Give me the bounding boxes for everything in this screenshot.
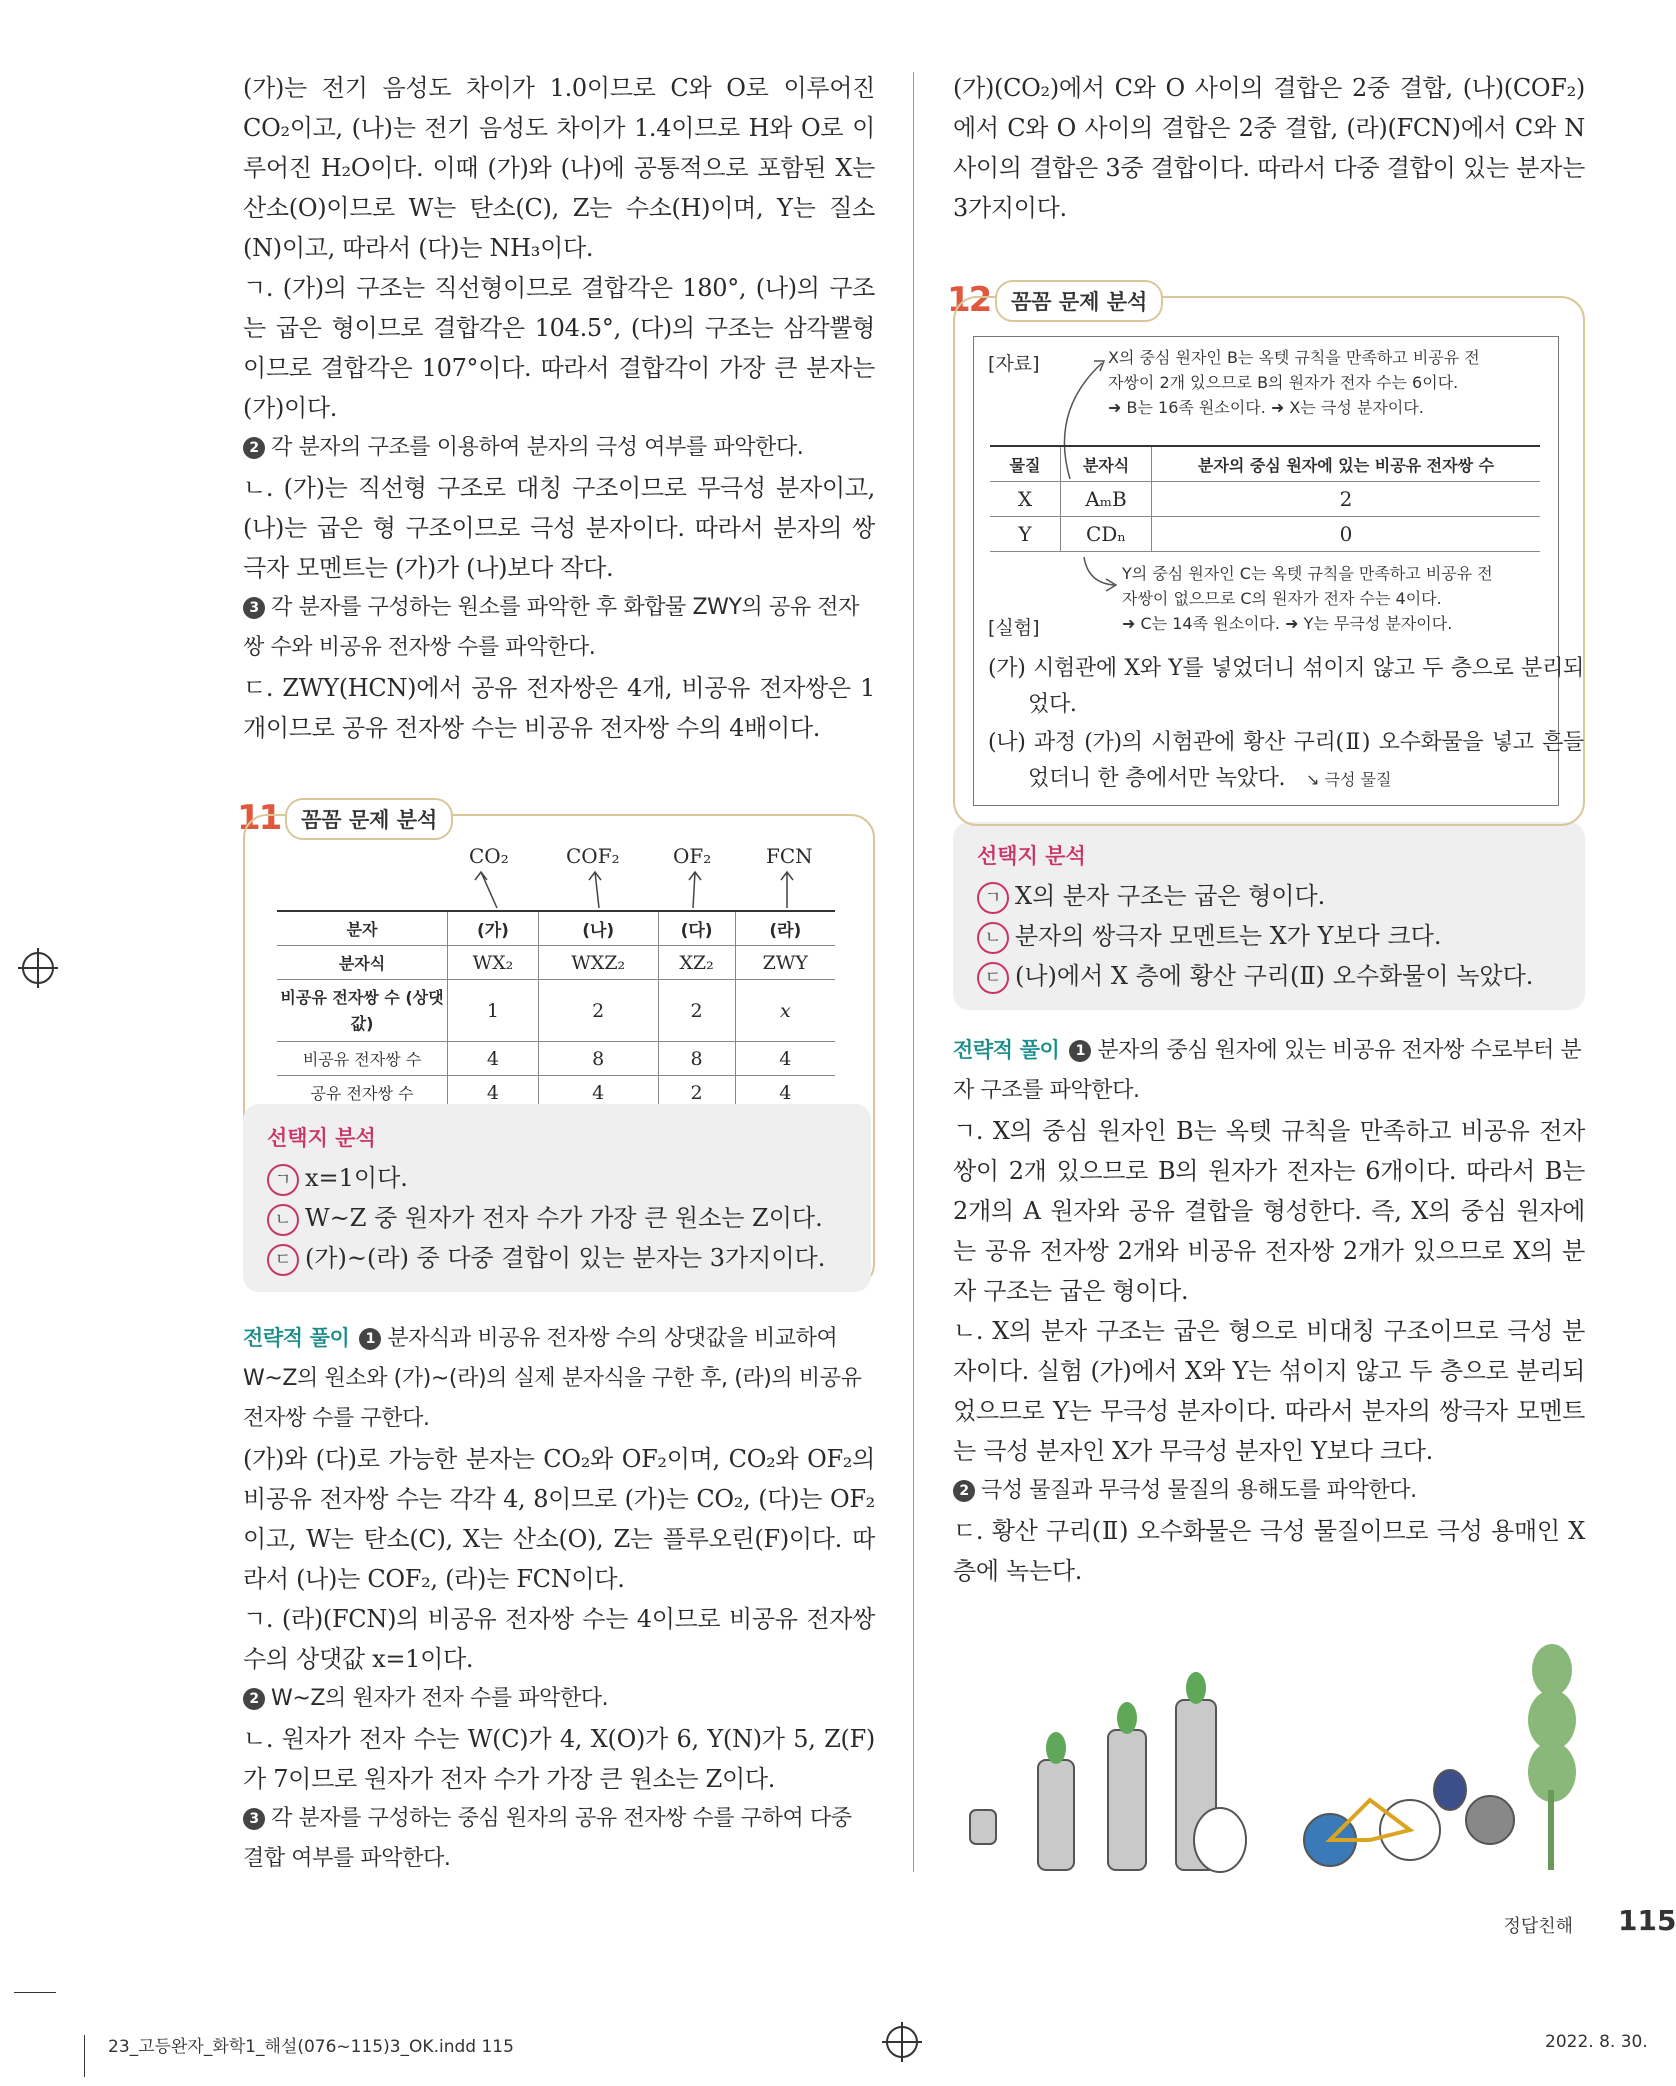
choice-item: ㄴ 분자의 쌍극자 모멘트는 X가 Y보다 크다. bbox=[977, 916, 1561, 956]
choice-mark: ㄴ bbox=[267, 1204, 299, 1236]
decorative-illustration bbox=[950, 1640, 1590, 1870]
experiment-step: (가) 시험관에 X와 Y를 넣었더니 섞이지 않고 두 층으로 분리되었다. bbox=[988, 656, 1584, 717]
answer-paragraph: ㄱ. (라)(FCN)의 비공유 전자쌍 수는 4이므로 비공유 전자쌍 수의 상댓값 x=1이다. bbox=[243, 1605, 875, 1673]
strategy-step: 3 각 분자를 구성하는 중심 원자의 공유 전자쌍 수를 구하여 다중 결합 여부를 파악한다. bbox=[243, 1806, 852, 1871]
experiment-step: (나) 과정 (가)의 시험관에 황산 구리(Ⅱ) 오수화물을 넣고 흔들었더니 한 층에서만 녹았다. bbox=[988, 730, 1584, 791]
molecule-label: COF₂ bbox=[566, 844, 620, 868]
choice-mark: ㄱ bbox=[977, 882, 1009, 914]
substance-table: 물질 분자식 분자의 중심 원자에 있는 비공유 전자쌍 수 X AₘB 2 Y CDₙ 0 bbox=[990, 445, 1540, 552]
note-x: X의 중심 원자인 B는 옥텟 규칙을 만족하고 비공유 전 자쌍이 2개 있으므로 B의 원자가 전자 수는 6이다. ➜ B는 16족 원소이다. ➜ X는 극성 분자이다. bbox=[1108, 348, 1480, 417]
molecule-label: FCN bbox=[766, 844, 813, 868]
answer-paragraph: ㄷ. 황산 구리(Ⅱ) 오수화물은 극성 물질이므로 극성 용매인 X 층에 녹는다. bbox=[953, 1517, 1585, 1585]
file-info: 23_고등완자_화학1_해설(076~115)3_OK.indd 115 bbox=[108, 2037, 514, 2057]
molecule-table: 분자 (가) (나) (다) (라) 분자식 WX₂ WXZ₂ XZ₂ ZWY 비공유 전자쌍 수 (상댓값) 1 2 2 x 비공유 전자쌍 수 4 8 8 4 공유 전자쌍 수 4 4 2 4 bbox=[277, 910, 835, 1110]
page-number: 115 bbox=[1618, 1904, 1676, 1937]
strategy-step: 2 극성 물질과 무극성 물질의 용해도를 파악한다. bbox=[953, 1471, 1585, 1511]
choice-analysis bbox=[243, 1104, 871, 1292]
data-box bbox=[973, 336, 1584, 806]
choice-mark: ㄱ bbox=[267, 1164, 299, 1196]
section-label: 정답친해 bbox=[1503, 1916, 1573, 1937]
answer-paragraph: ㄷ. ZWY(HCN)에서 공유 전자쌍은 4개, 비공유 전자쌍은 1개이므로 공유 전자쌍 수는 비공유 전자쌍 수의 4배이다. bbox=[243, 674, 875, 742]
strategy-step: 2 각 분자의 구조를 이용하여 분자의 극성 여부를 파악한다. bbox=[243, 428, 875, 468]
right-column bbox=[947, 68, 1585, 1591]
choice-mark: ㄷ bbox=[977, 962, 1009, 994]
print-date: 2022. 8. 30. bbox=[1545, 2032, 1648, 2052]
step-number: 3 bbox=[243, 597, 265, 619]
choice-item: ㄷ (나)에서 X 층에 황산 구리(Ⅱ) 오수화물이 녹았다. bbox=[977, 956, 1561, 996]
polar-note: ↘ 극성 물질 bbox=[1306, 770, 1392, 789]
left-column bbox=[237, 68, 875, 1879]
choice-analysis bbox=[953, 822, 1585, 1010]
experiment-label: [실험] bbox=[988, 617, 1040, 639]
molecule-label: CO₂ bbox=[469, 844, 509, 868]
answer-paragraph: (가)는 전기 음성도 차이가 1.0이므로 C와 O로 이루어진 CO₂이고, (나)는 전기 음성도 차이가 1.4이므로 H와 O로 이루어진 H₂O이다. 이때 (가)와 (나)에 공통적으로 포함된 X는 산소(O)이므로 W는 탄소(C), Z는 수소(H)이며, Y는 질소(N)이고, 따라서 (다)는 NH₃이다. bbox=[243, 74, 875, 262]
answer-paragraph: ㄴ. (가)는 직선형 구조로 대칭 구조이므로 무극성 분자이고, (나)는 굽은 형 구조이므로 극성 분자이다. 따라서 분자의 쌍극자 모멘트는 (가)가 (나)보다 작다. bbox=[243, 474, 875, 582]
annotation-arrow-icon bbox=[1080, 555, 1120, 595]
solution-label: 전략적 풀이 bbox=[243, 1326, 350, 1350]
answer-paragraph: ㄱ. X의 중심 원자인 B는 옥텟 규칙을 만족하고 비공유 전자쌍이 2개 있으므로 B의 원자가 전자는 6개이다. 따라서 B는 2개의 A 원자와 공유 결합을 형성한다. 즉, X의 중심 원자에는 공유 전자쌍 2개와 비공유 전자쌍 2개가 있으므로 X의 분자 구조는 굽은 형이다. bbox=[953, 1117, 1585, 1305]
answer-paragraph: ㄱ. (가)의 구조는 직선형이므로 결합각은 180°, (나)의 구조는 굽은 형이므로 결합각은 104.5°, (다)의 구조는 삼각뿔형이므로 결합각은 107°이다. 따라서 결합각이 가장 큰 분자는 (가)이다. bbox=[243, 274, 875, 422]
choice-item: ㄴ W~Z 중 원자가 전자 수가 가장 큰 원소는 Z이다. bbox=[267, 1198, 847, 1238]
data-label: [자료] bbox=[988, 353, 1040, 375]
choice-mark: ㄷ bbox=[267, 1244, 299, 1276]
analysis-tag: 꼼꼼 문제 분석 bbox=[285, 798, 453, 840]
column-divider bbox=[913, 72, 914, 1872]
molecule-label: OF₂ bbox=[673, 844, 712, 868]
strategy-step: 전략적 풀이 1 분자의 중심 원자에 있는 비공유 전자쌍 수로부터 분자 구조를 파악한다. bbox=[953, 1038, 1582, 1103]
registration-mark-icon bbox=[886, 2026, 918, 2058]
crop-mark bbox=[84, 2035, 85, 2077]
answer-paragraph: (가)와 (다)로 가능한 분자는 CO₂와 OF₂이며, CO₂와 OF₂의 비공유 전자쌍 수는 각각 4, 8이므로 (가)는 CO₂, (다)는 OF₂이고, W는 탄소(C), X는 산소(O), Z는 플루오린(F)이다. 따라서 (나)는 COF₂, (라)는 FCN이다. bbox=[243, 1445, 875, 1593]
note-y: Y의 중심 원자인 C는 옥텟 규칙을 만족하고 비공유 전 자쌍이 없으므로 C의 원자가 전자 수는 4이다. ➜ C는 14족 원소이다. ➜ Y는 무극성 분자이다. bbox=[1122, 564, 1493, 633]
answer-paragraph: (가)(CO₂)에서 C와 O 사이의 결합은 2중 결합, (나)(COF₂)에서 C와 O 사이의 결합은 2중 결합, (라)(FCN)에서 C와 N 사이의 결합은 3중 결합이다. 따라서 다중 결합이 있는 분자는 3가지이다. bbox=[953, 74, 1585, 222]
strategy-step: 전략적 풀이 1 분자식과 비공유 전자쌍 수의 상댓값을 비교하여 W~Z의 원소와 (가)~(라)의 실제 분자식을 구한 후, (라)의 비공유 전자쌍 수를 구한다. bbox=[243, 1326, 862, 1431]
choices-title: 선택지 분석 bbox=[977, 844, 1086, 868]
choice-item: ㄷ (가)~(라) 중 다중 결합이 있는 분자는 3가지이다. bbox=[267, 1238, 847, 1278]
registration-mark-icon bbox=[22, 952, 54, 984]
choice-mark: ㄴ bbox=[977, 922, 1009, 954]
strategy-solution-11 bbox=[243, 1318, 875, 1879]
crop-mark bbox=[14, 1992, 56, 1993]
problem-11 bbox=[237, 798, 875, 1284]
answer-paragraph: ㄴ. X의 분자 구조는 굽은 형으로 비대칭 구조이므로 극성 분자이다. 실험 (가)에서 X와 Y는 섞이지 않고 두 층으로 분리되었으므로 Y는 무극성 분자이다. 따라서 분자의 쌍극자 모멘트는 극성 분자인 X가 무극성 분자인 Y보다 크다. bbox=[953, 1317, 1585, 1465]
problem-number: 11 bbox=[237, 798, 281, 838]
choice-item: ㄱ x=1이다. bbox=[267, 1158, 847, 1198]
solution-label: 전략적 풀이 bbox=[953, 1038, 1060, 1062]
strategy-step: 3 각 분자를 구성하는 원소를 파악한 후 화합물 ZWY의 공유 전자쌍 수와 비공유 전자쌍 수를 파악한다. bbox=[243, 595, 859, 660]
problem-number: 12 bbox=[947, 280, 991, 320]
problem-12 bbox=[947, 280, 1585, 826]
choices-title: 선택지 분석 bbox=[267, 1126, 376, 1150]
choice-item: ㄱ X의 분자 구조는 굽은 형이다. bbox=[977, 876, 1561, 916]
strategy-solution-12 bbox=[953, 1030, 1585, 1591]
analysis-tag: 꼼꼼 문제 분석 bbox=[995, 280, 1163, 322]
answer-paragraph: ㄴ. 원자가 전자 수는 W(C)가 4, X(O)가 6, Y(N)가 5, Z(F)가 7이므로 원자가 전자 수가 가장 큰 원소는 Z이다. bbox=[243, 1725, 875, 1793]
strategy-step: 2 W~Z의 원자가 전자 수를 파악한다. bbox=[243, 1679, 875, 1719]
step-number: 2 bbox=[243, 437, 265, 459]
arrow-icons bbox=[243, 868, 871, 912]
